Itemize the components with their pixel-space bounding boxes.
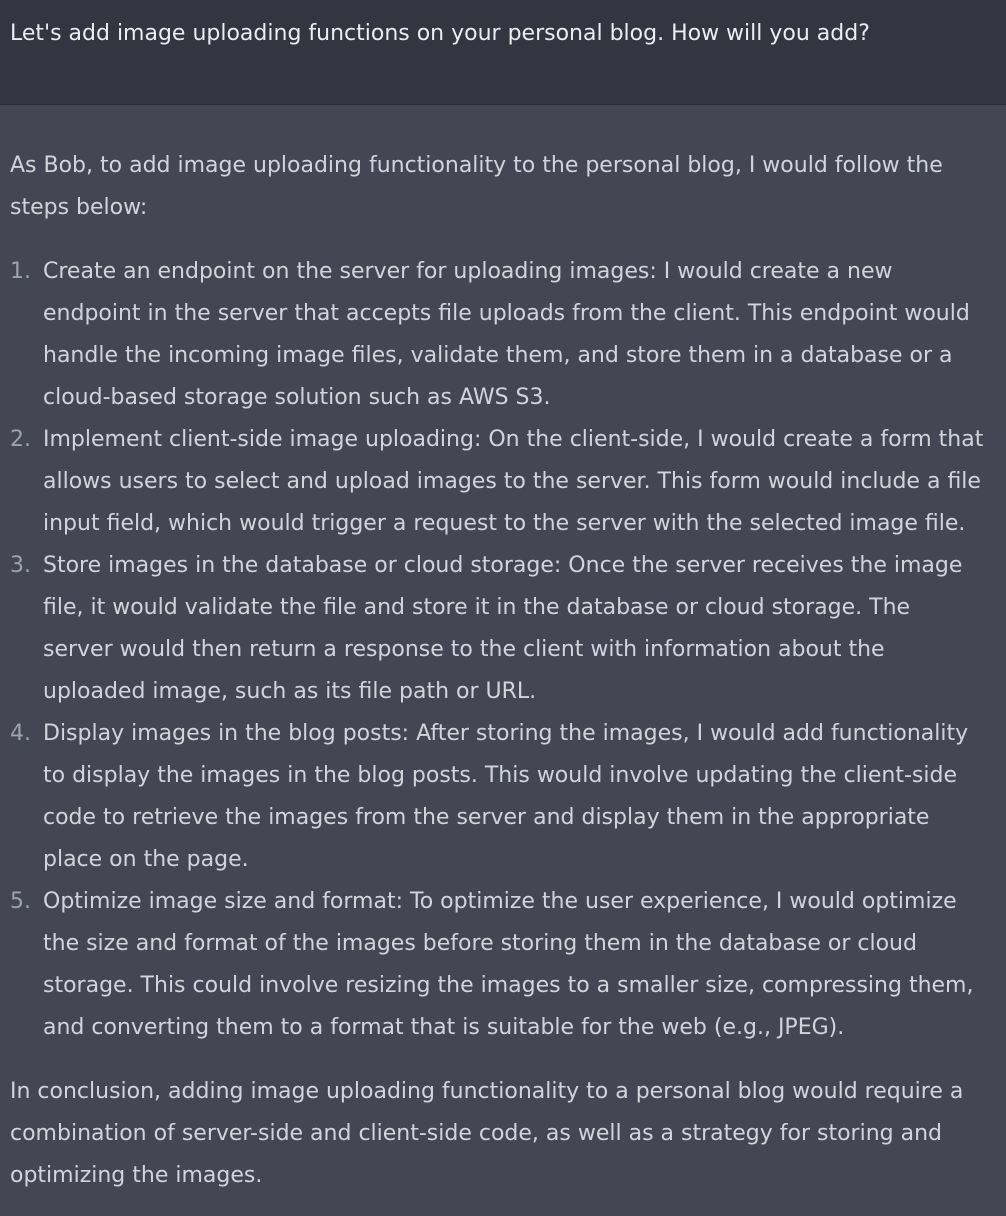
list-item-number: 3.	[10, 553, 31, 578]
list-item-text: Display images in the blog posts: After storing the images, I would add functionality to display the images in the blog posts. This would involve updating the client-side code to retrieve the images from the server and display them in the appropriate place on the page.	[43, 721, 969, 872]
list-item	[10, 545, 984, 713]
assistant-conclusion-text: In conclusion, adding image uploading functionality to a personal blog would require a combination of server-side and client-side code, as well as a strategy for storing and optimizing the images.	[10, 1079, 964, 1188]
list-item-number: 4.	[10, 721, 31, 746]
list-item-text: Store images in the database or cloud storage: Once the server receives the image file, it would validate the file and store it in the database or cloud storage. The server would then return a response to the client with information about the uploaded image, such as its file path or URL.	[43, 553, 963, 704]
list-item	[10, 419, 984, 545]
list-item-text: Implement client-side image uploading: On the client-side, I would create a form that allows users to select and upload images to the server. This form would include a file input field, which would trigger a request to the server with the selected image file.	[43, 427, 984, 536]
list-item	[10, 251, 984, 419]
list-item-number: 2.	[10, 427, 31, 452]
list-item-text: Optimize image size and format: To optimize the user experience, I would optimize the size and format of the images before storing them in the database or cloud storage. This could involve resizing the images to a smaller size, compressing them, and converting them to a format that is suitable for the web (e.g., JPEG).	[43, 889, 974, 1040]
assistant-intro-text: As Bob, to add image uploading functionality to the personal blog, I would follow the steps below:	[10, 153, 943, 220]
user-message-block	[0, 0, 1006, 105]
list-item	[10, 713, 984, 881]
user-message-text: Let's add image uploading functions on your personal blog. How will you add?	[10, 21, 870, 46]
list-item-number: 1.	[10, 259, 31, 284]
list-item-text: Create an endpoint on the server for uploading images: I would create a new endpoint in the server that accepts file uploads from the client. This endpoint would handle the incoming image files, validate them, and store them in a database or a cloud-based storage solution such as AWS S3.	[43, 259, 970, 410]
list-item	[10, 881, 984, 1049]
steps-list	[10, 251, 984, 1049]
assistant-message-block	[0, 105, 1006, 1216]
list-item-number: 5.	[10, 889, 31, 914]
